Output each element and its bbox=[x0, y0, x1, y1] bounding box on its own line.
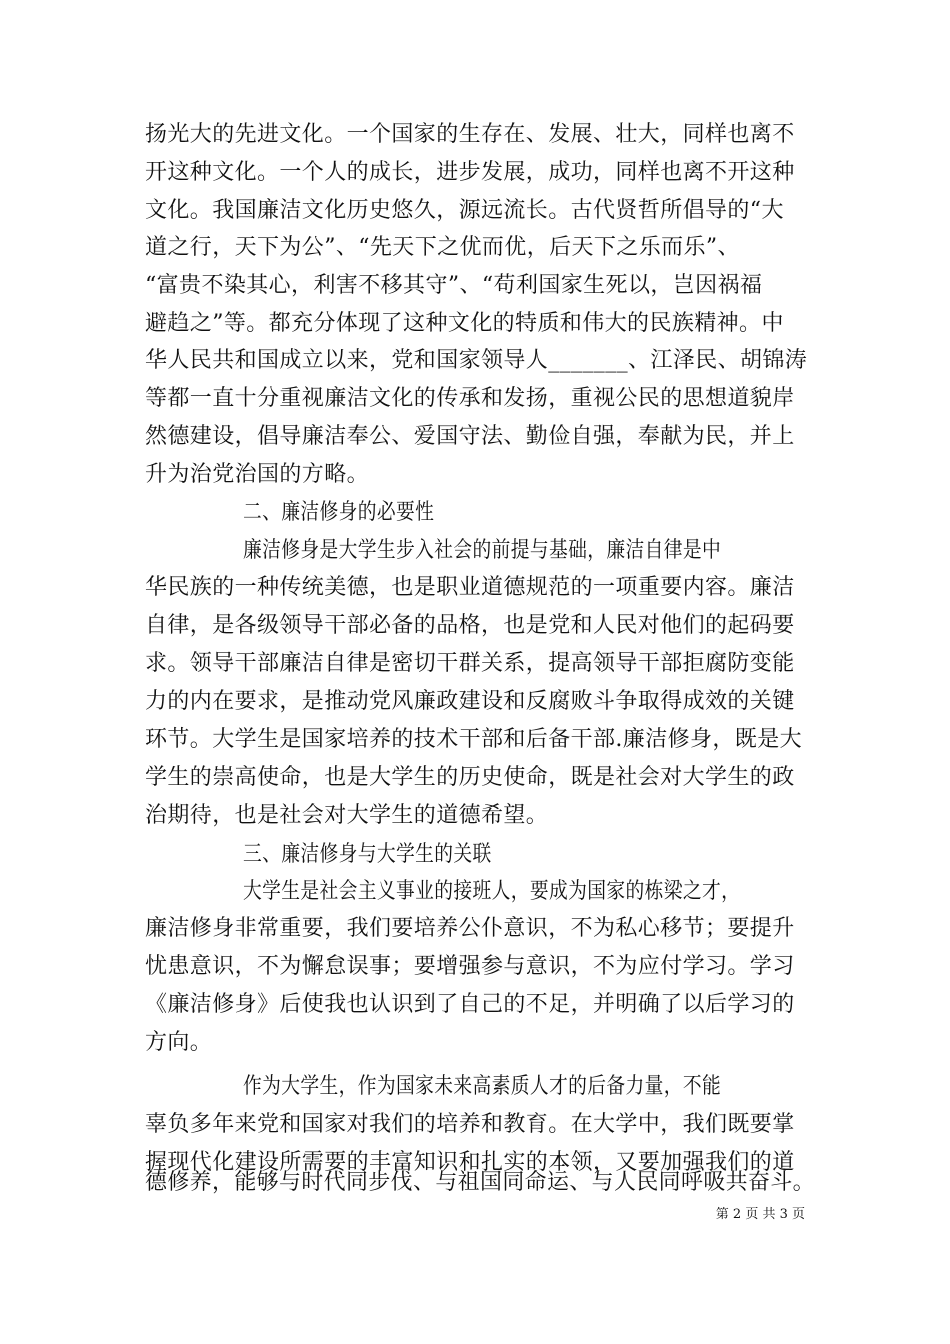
paragraph-line: 自律，是各级领导干部必备的品格，也是党和人民对他们的起码要 bbox=[145, 613, 795, 638]
paragraph-line: 辜负多年来党和国家对我们的培养和教育。在大学中，我们既要掌 bbox=[145, 1112, 795, 1137]
page-number-footer: 第 2 页 共 3 页 bbox=[715, 1207, 805, 1222]
paragraph-line: 治期待，也是社会对大学生的道德希望。 bbox=[145, 803, 549, 828]
paragraph-line: 求。领导干部廉洁自律是密切干群关系，提高领导干部拒腐防变能 bbox=[145, 651, 795, 676]
section-heading: 二、廉洁修身的必要性 bbox=[243, 500, 435, 525]
paragraph-line: 作为大学生，作为国家未来高素质人才的后备力量，不能 bbox=[243, 1074, 722, 1099]
paragraph-line: 《廉洁修身》后使我也认识到了自己的不足，并明确了以后学习的 bbox=[145, 992, 795, 1017]
paragraph-line: 华人民共和国成立以来，党和国家领导人_______、江泽民、胡锦涛 bbox=[145, 348, 808, 373]
paragraph-line: 德修养，能够与时代同步伐、与祖国同命运、与人民同呼吸共奋斗。 bbox=[145, 1170, 815, 1195]
paragraph-line: 方向。 bbox=[145, 1030, 213, 1055]
paragraph-line: “富贵不染其心，利害不移其守”、“苟利国家生死以，岂因祸福 bbox=[145, 273, 763, 298]
paragraph-line: 华民族的一种传统美德，也是职业道德规范的一项重要内容。廉洁 bbox=[145, 575, 795, 600]
paragraph-line: 扬光大的先进文化。一个国家的生存在、发展、壮大，同样也离不 bbox=[145, 122, 795, 147]
paragraph-line: 忧患意识，不为懈怠误事；要增强参与意识，不为应付学习。学习 bbox=[145, 954, 795, 979]
paragraph-line: 学生的崇高使命，也是大学生的历史使命，既是社会对大学生的政 bbox=[145, 765, 795, 790]
paragraph-line: 等都一直十分重视廉洁文化的传承和发扬，重视公民的思想道貌岸 bbox=[145, 386, 795, 411]
paragraph-line: 大学生是社会主义事业的接班人，要成为国家的栋梁之才， bbox=[243, 879, 741, 904]
paragraph-line: 握现代化建设所需要的丰富知识和扎实的本领，又要加强我们的道 bbox=[145, 1150, 795, 1175]
paragraph-line: 力的内在要求，是推动党风廉政建设和反腐败斗争取得成效的关键 bbox=[145, 689, 795, 714]
paragraph-line: 升为治党治国的方略。 bbox=[145, 462, 370, 487]
paragraph-line: 文化。我国廉洁文化历史悠久，源远流长。古代贤哲所倡导的“大 bbox=[145, 198, 784, 223]
paragraph-line: 环节。大学生是国家培养的技术干部和后备干部.廉洁修身，既是大 bbox=[145, 727, 802, 752]
section-heading: 三、廉洁修身与大学生的关联 bbox=[243, 842, 492, 867]
paragraph-line: 廉洁修身非常重要，我们要培养公仆意识，不为私心移节；要提升 bbox=[145, 916, 795, 941]
paragraph-line: 廉洁修身是大学生步入社会的前提与基础，廉洁自律是中 bbox=[243, 538, 722, 563]
paragraph-line: 道之行，天下为公”、“先天下之优而优，后天下之乐而乐”、 bbox=[145, 235, 740, 260]
paragraph-line: 开这种文化。一个人的成长，进步发展，成功，同样也离不开这种 bbox=[145, 160, 795, 185]
paragraph-line: 然德建设，倡导廉洁奉公、爱国守法、勤俭自强，奉献为民，并上 bbox=[145, 424, 795, 449]
paragraph-line: 避趋之”等。都充分体现了这种文化的特质和伟大的民族精神。中 bbox=[145, 311, 784, 336]
